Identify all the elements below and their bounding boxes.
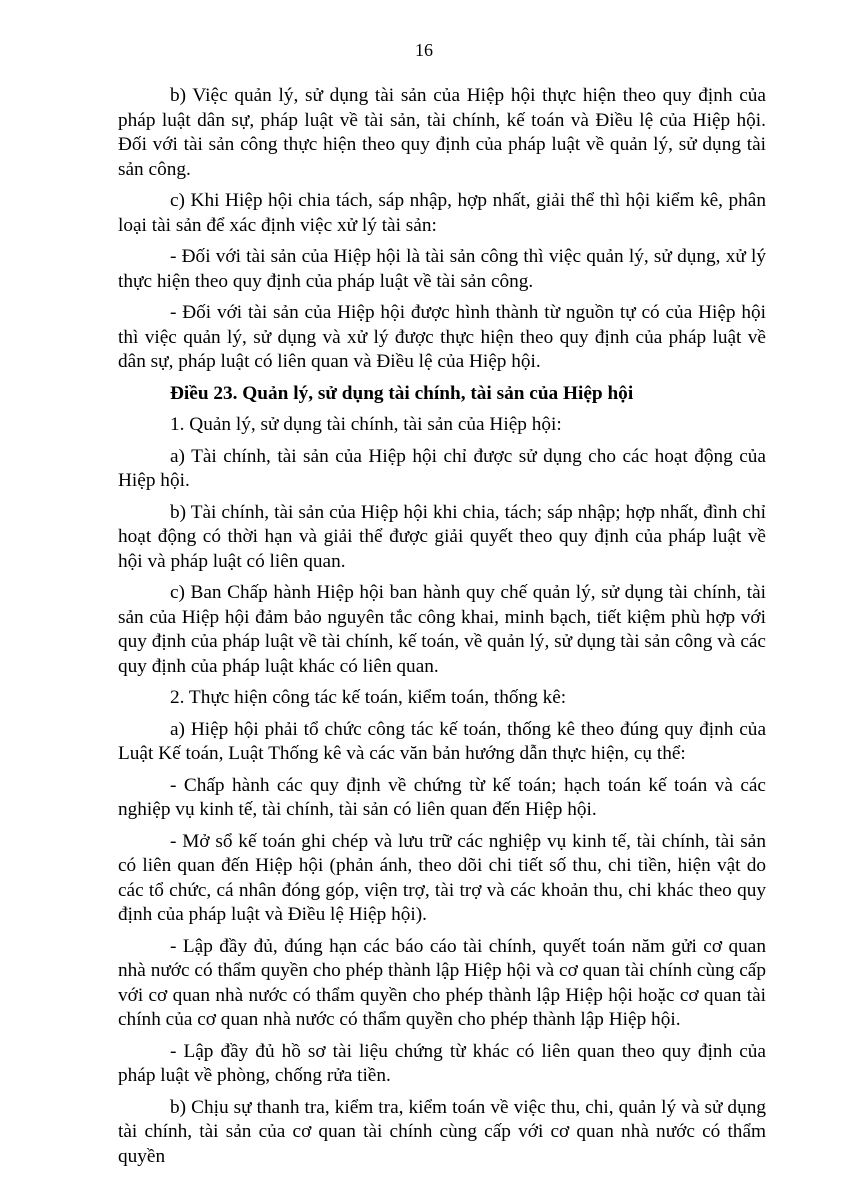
paragraph: - Chấp hành các quy định về chứng từ kế toán; hạch toán kế toán và các nghiệp vụ kinh tế, tài chính, tài sản có liên quan đến Hiệp hội. [118,774,766,820]
paragraph: - Mở sổ kế toán ghi chép và lưu trữ các nghiệp vụ kinh tế, tài chính, tài sản có liên quan đến Hiệp hội (phản ánh, theo dõi chi tiết số thu, chi tiền, hiện vật do các tổ chức, cá nhân đóng góp, viện trợ, tài trợ và các khoản thu, chi khác theo quy định của pháp luật và Điều lệ Hiệp hội). [118,830,766,925]
paragraph: - Đối với tài sản của Hiệp hội là tài sản công thì việc quản lý, sử dụng, xử lý thực hiện theo quy định của pháp luật về tài sản công. [118,246,766,292]
article-heading: Điều 23. Quản lý, sử dụng tài chính, tài sản của Hiệp hội [170,382,634,404]
page-number: 16 [415,40,433,60]
paragraph: b) Chịu sự thanh tra, kiểm tra, kiểm toán về việc thu, chi, quản lý và sử dụng tài chính, tài sản của cơ quan tài chính cùng cấp với cơ quan nhà nước có thẩm quyền [118,1096,766,1167]
paragraph: - Lập đầy đủ, đúng hạn các báo cáo tài chính, quyết toán năm gửi cơ quan nhà nước có thẩm quyền cho phép thành lập Hiệp hội và cơ quan tài chính cùng cấp với cơ quan nhà nước có thẩm quyền cho phép thành lập Hiệp hội hoặc cơ quan tài chính của cơ quan nhà nước có thẩm quyền cho phép thành lập Hiệp hội. [118,935,766,1030]
paragraph: b) Việc quản lý, sử dụng tài sản của Hiệp hội thực hiện theo quy định của pháp luật dân sự, pháp luật về tài sản, tài chính, kế toán và Điều lệ của Hiệp hội. Đối với tài sản công thực hiện theo quy định của pháp luật về quản lý, sử dụng tài sản công. [118,85,766,180]
paragraph: a) Hiệp hội phải tổ chức công tác kế toán, thống kê theo đúng quy định của Luật Kế toán, Luật Thống kê và các văn bản hướng dẫn thực hiện, cụ thể: [118,718,766,764]
paragraph: 1. Quản lý, sử dụng tài chính, tài sản của Hiệp hội: [170,414,562,435]
paragraph: c) Ban Chấp hành Hiệp hội ban hành quy chế quản lý, sử dụng tài chính, tài sản của Hiệp hội đảm bảo nguyên tắc công khai, minh bạch, tiết kiệm phù hợp với quy định của pháp luật về tài chính, kế toán, về quản lý, sử dụng tài sản công và các quy định của pháp luật khác có liên quan. [118,582,766,677]
paragraph: - Đối với tài sản của Hiệp hội được hình thành từ nguồn tự có của Hiệp hội thì việc quản lý, sử dụng và xử lý được thực hiện theo quy định của pháp luật về dân sự, pháp luật có liên quan và Điều lệ của Hiệp hội. [118,302,766,372]
paragraph: c) Khi Hiệp hội chia tách, sáp nhập, hợp nhất, giải thể thì hội kiểm kê, phân loại tài sản để xác định việc xử lý tài sản: [118,190,766,236]
paragraph: 2. Thực hiện công tác kế toán, kiểm toán, thống kê: [170,687,567,708]
paragraph: b) Tài chính, tài sản của Hiệp hội khi chia, tách; sáp nhập; hợp nhất, đình chỉ hoạt động có thời hạn và giải thể được giải quyết theo quy định của pháp luật về hội và pháp luật có liên quan. [118,501,766,572]
document-body [118,84,766,1176]
paragraph: - Lập đầy đủ hồ sơ tài liệu chứng từ khác có liên quan theo quy định của pháp luật về phòng, chống rửa tiền. [118,1040,766,1086]
paragraph: a) Tài chính, tài sản của Hiệp hội chỉ được sử dụng cho các hoạt động của Hiệp hội. [118,445,766,491]
